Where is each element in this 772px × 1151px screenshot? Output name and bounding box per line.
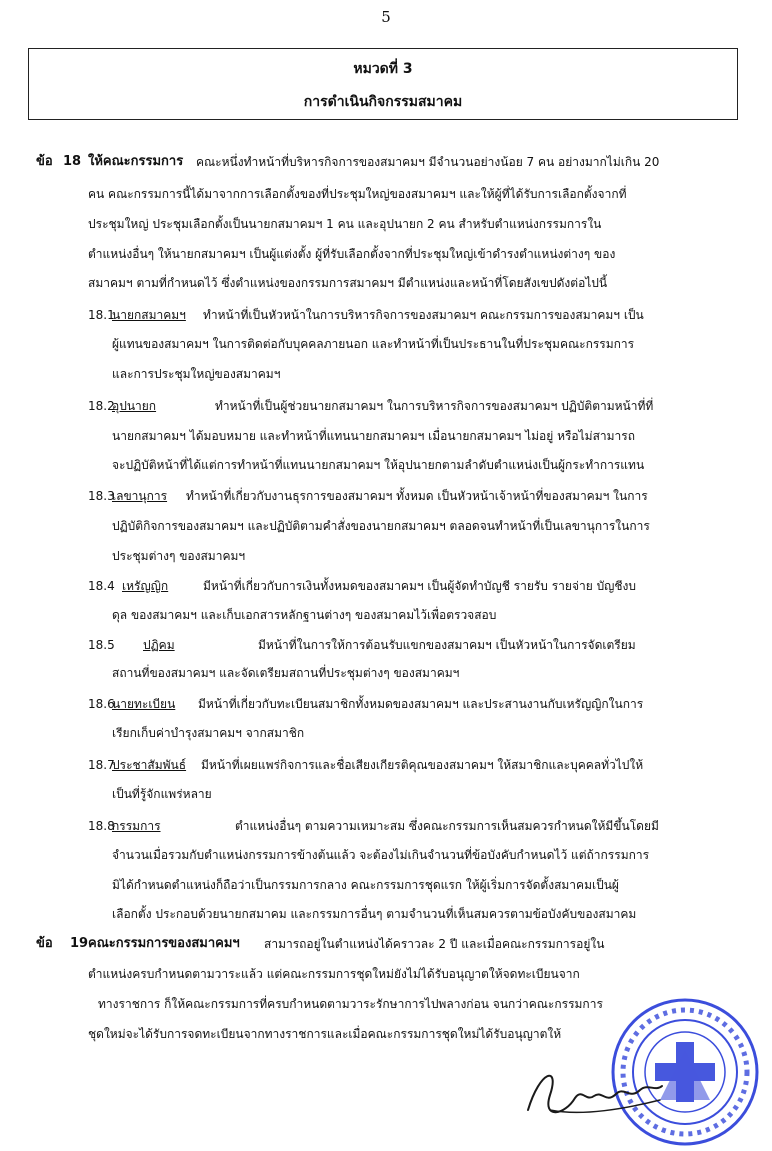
section-title: นายทะเบียน <box>112 697 176 711</box>
chapter-title: การดำเนินกิจกรรมสมาคม <box>303 94 463 110</box>
section-number: 18.5 <box>88 638 115 652</box>
section-number: 18.2 <box>88 399 115 413</box>
section-title: เหรัญญิก <box>122 579 169 593</box>
section-title: ปฏิคม <box>143 638 175 652</box>
page-number: 5 <box>381 8 391 26</box>
section-number: 18.8 <box>88 819 115 833</box>
section-title: อุปนายก <box>112 399 157 413</box>
signature <box>520 1050 670 1130</box>
section-title: เลขานุการ <box>112 489 168 503</box>
clause-label: ข้อ <box>36 154 53 169</box>
section-title: ประชาสัมพันธ์ <box>112 758 187 772</box>
chapter-heading-box <box>28 48 738 120</box>
section-title: นายกสมาคมฯ <box>112 308 186 322</box>
clause-subject: คณะกรรมการของสมาคมฯ <box>88 936 240 951</box>
chapter-number: หมวดที่ 3 <box>353 61 413 77</box>
section-number: 18.6 <box>88 697 115 711</box>
section-number: 18.7 <box>88 758 115 772</box>
clause-text: สามารถอยู่ในตำแหน่งได้คราวละ 2 ปี และเมื่อคณะกรรมการอยู่ใน <box>264 937 605 951</box>
clause-text: คณะหนึ่งทำหน้าที่บริหารกิจการของสมาคมฯ มีจำนวนอย่างน้อย 7 คน อย่างมากไม่เกิน 20 <box>196 155 660 169</box>
clause-label: ข้อ <box>36 936 53 951</box>
section-number: 18.1 <box>88 308 115 322</box>
section-title: กรรมการ <box>112 819 161 833</box>
clause-number: 18 <box>63 154 82 169</box>
section-number: 18.3 <box>88 489 115 503</box>
clause-number: 19 <box>70 936 89 951</box>
section-number: 18.4 <box>88 579 115 593</box>
clause-subject: ให้คณะกรรมการ <box>88 154 184 169</box>
